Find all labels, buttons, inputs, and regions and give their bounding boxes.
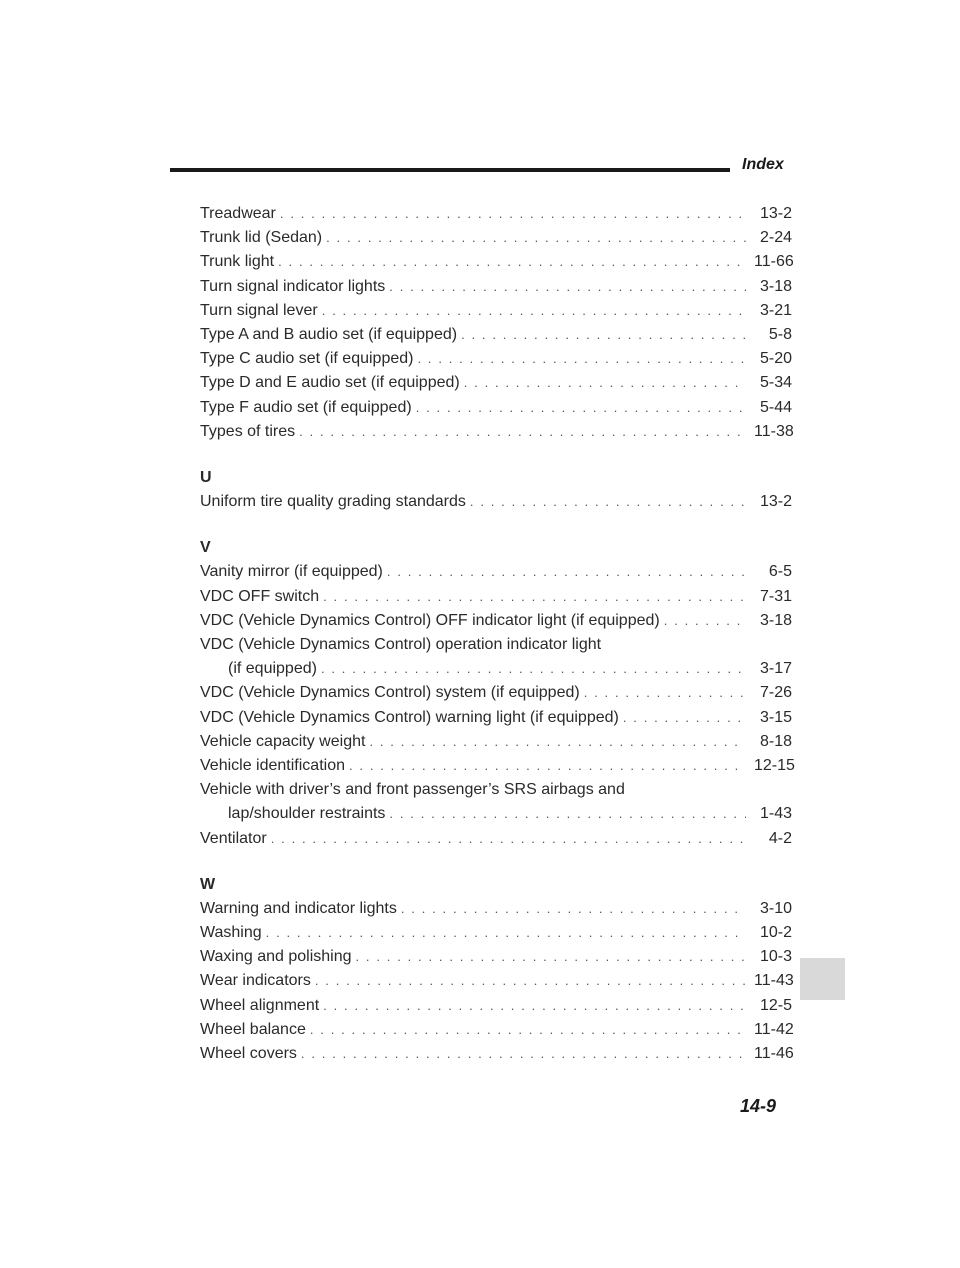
index-entry (200, 921, 792, 945)
index-entry-page: 3-21 (759, 301, 792, 319)
dot-leader (278, 250, 746, 274)
index-entry (200, 730, 792, 754)
index-entry-continuation: lap/shoulder restraints (228, 805, 386, 823)
dot-leader (310, 1018, 746, 1042)
index-entry (200, 1018, 792, 1042)
index-entry-page: 1-43 (759, 805, 792, 823)
index-entry-page: 2-24 (759, 229, 792, 247)
index-entry (200, 396, 792, 420)
dot-leader (301, 1042, 746, 1066)
index-entry-page: 10-2 (759, 924, 792, 942)
dot-leader (280, 202, 746, 226)
dot-leader (417, 347, 746, 371)
dot-leader (623, 706, 746, 730)
index-entry-page: 12-5 (759, 996, 792, 1014)
index-entry-title: Treadwear (200, 205, 276, 222)
dot-leader (326, 226, 746, 250)
section-letter: V (200, 539, 211, 557)
index-entry (200, 754, 795, 778)
header-rule (170, 168, 730, 172)
dot-leader (461, 323, 746, 347)
dot-leader (271, 827, 746, 851)
index-entry-page: 3-17 (759, 660, 792, 678)
index-entry-page: 3-18 (759, 611, 792, 629)
dot-leader (321, 657, 746, 681)
dot-leader (416, 396, 746, 420)
index-entry-title: Type D and E audio set (if equipped) (200, 374, 460, 392)
dot-leader (389, 802, 746, 826)
index-entry-title: Wheel covers (200, 1045, 297, 1062)
index-entry-title: Type C audio set (if equipped) (200, 350, 414, 368)
index-entry-page: 8-18 (759, 732, 792, 750)
dot-leader (387, 560, 746, 584)
index-entry (200, 657, 792, 681)
index-entry (200, 490, 792, 514)
index-entry (200, 226, 792, 250)
index-entry (200, 802, 792, 826)
index-entry-page: 7-26 (759, 684, 792, 702)
dot-leader (356, 945, 747, 969)
dot-leader (315, 969, 746, 993)
index-entry-page: 12-15 (754, 756, 795, 774)
dot-leader (323, 994, 746, 1018)
index-entry-title: Ventilator (200, 829, 267, 847)
index-entry (200, 347, 792, 371)
index-entry (200, 299, 792, 323)
index-entry-title: VDC (Vehicle Dynamics Control) operation indicator light (200, 636, 602, 653)
index-entry-title: VDC (Vehicle Dynamics Control) warning light (if equipped) (200, 708, 619, 726)
index-entry-title: Wheel alignment (200, 996, 320, 1014)
index-entry-title: Turn signal indicator lights (200, 277, 386, 295)
index-entry (200, 202, 792, 226)
index-entry-title: Type A and B audio set (if equipped) (200, 325, 458, 343)
index-entry (200, 250, 792, 274)
index-entry-page: 3-10 (759, 899, 792, 917)
dot-leader (470, 490, 746, 514)
index-entry-title: VDC (Vehicle Dynamics Control) OFF indicator light (if equipped) (200, 611, 660, 629)
index-entry-page: 3-15 (759, 708, 792, 726)
dot-leader (464, 371, 746, 395)
dot-leader (584, 681, 746, 705)
index-entry (200, 323, 792, 347)
index-entry-page: 5-34 (759, 374, 792, 392)
index-entry-page: 6-5 (768, 563, 792, 581)
index-list (200, 202, 795, 1066)
index-entry-continuation: (if equipped) (228, 660, 317, 678)
index-entry-title: VDC OFF switch (200, 587, 320, 605)
index-entry (200, 945, 792, 969)
section-title: Index (742, 156, 784, 173)
index-entry (200, 275, 792, 299)
index-entry-title: Washing (200, 924, 262, 942)
index-entry-page: 5-8 (768, 325, 792, 343)
index-entry-title: Waxing and polishing (200, 948, 352, 966)
dot-leader (401, 897, 746, 921)
index-entry-title: Wear indicators (200, 972, 311, 990)
dot-leader (323, 585, 746, 609)
index-entry-title: Vehicle with driver’s and front passenger’s SRS airbags and (200, 781, 625, 799)
index-entry (200, 969, 792, 993)
index-entry-title: Warning and indicator lights (200, 899, 397, 917)
index-entry-title: Trunk lid (Sedan) (200, 229, 323, 247)
dot-leader (322, 299, 746, 323)
index-entry (200, 585, 792, 609)
index-entry-title: Types of tires (200, 422, 296, 440)
index-entry-title: Trunk light (200, 253, 275, 271)
index-entry-page: 11-66 (754, 253, 794, 271)
index-entry (200, 420, 792, 444)
index-entry (200, 1042, 792, 1066)
index-entry (200, 827, 792, 851)
dot-leader (299, 420, 746, 444)
dot-leader (349, 754, 746, 778)
index-entry-page: 11-43 (754, 972, 794, 990)
page-number: 14-9 (740, 1096, 777, 1116)
chapter-tab (800, 958, 845, 1000)
index-entry-page: 7-31 (759, 587, 792, 605)
index-entry-title: VDC (Vehicle Dynamics Control) system (if equipped) (200, 684, 580, 702)
dot-leader (369, 730, 746, 754)
index-entry (200, 706, 792, 730)
index-entry-page: 13-2 (759, 493, 792, 511)
dot-leader (389, 275, 746, 299)
index-entry-page: 5-20 (759, 350, 792, 368)
index-entry-title: Wheel balance (200, 1020, 306, 1038)
index-entry (200, 560, 792, 584)
index-entry-page: 11-38 (754, 422, 794, 440)
index-entry-title: Turn signal lever (200, 301, 318, 319)
dot-leader (266, 921, 746, 945)
index-entry (200, 994, 792, 1018)
index-entry-page: 11-42 (754, 1020, 794, 1038)
index-entry-title: Vehicle capacity weight (200, 732, 366, 750)
index-entry-page: 10-3 (759, 948, 792, 966)
index-entry-title: Vehicle identification (200, 756, 345, 774)
index-entry-title: Uniform tire quality grading standards (200, 493, 466, 511)
index-entry (200, 371, 792, 395)
index-entry (200, 681, 792, 705)
dot-leader (664, 609, 746, 633)
index-entry-page: 4-2 (768, 829, 792, 847)
index-entry-title: Vanity mirror (if equipped) (200, 563, 383, 581)
index-entry-title: Type F audio set (if equipped) (200, 398, 412, 416)
index-entry-page: 13-2 (759, 205, 792, 222)
index-entry (200, 897, 792, 921)
section-letter: W (200, 875, 216, 893)
index-entry (200, 609, 792, 633)
index-entry-page: 11-46 (754, 1045, 794, 1062)
index-entry-page: 3-18 (759, 277, 792, 295)
section-letter: U (200, 468, 212, 486)
index-entry-page: 5-44 (759, 398, 792, 416)
